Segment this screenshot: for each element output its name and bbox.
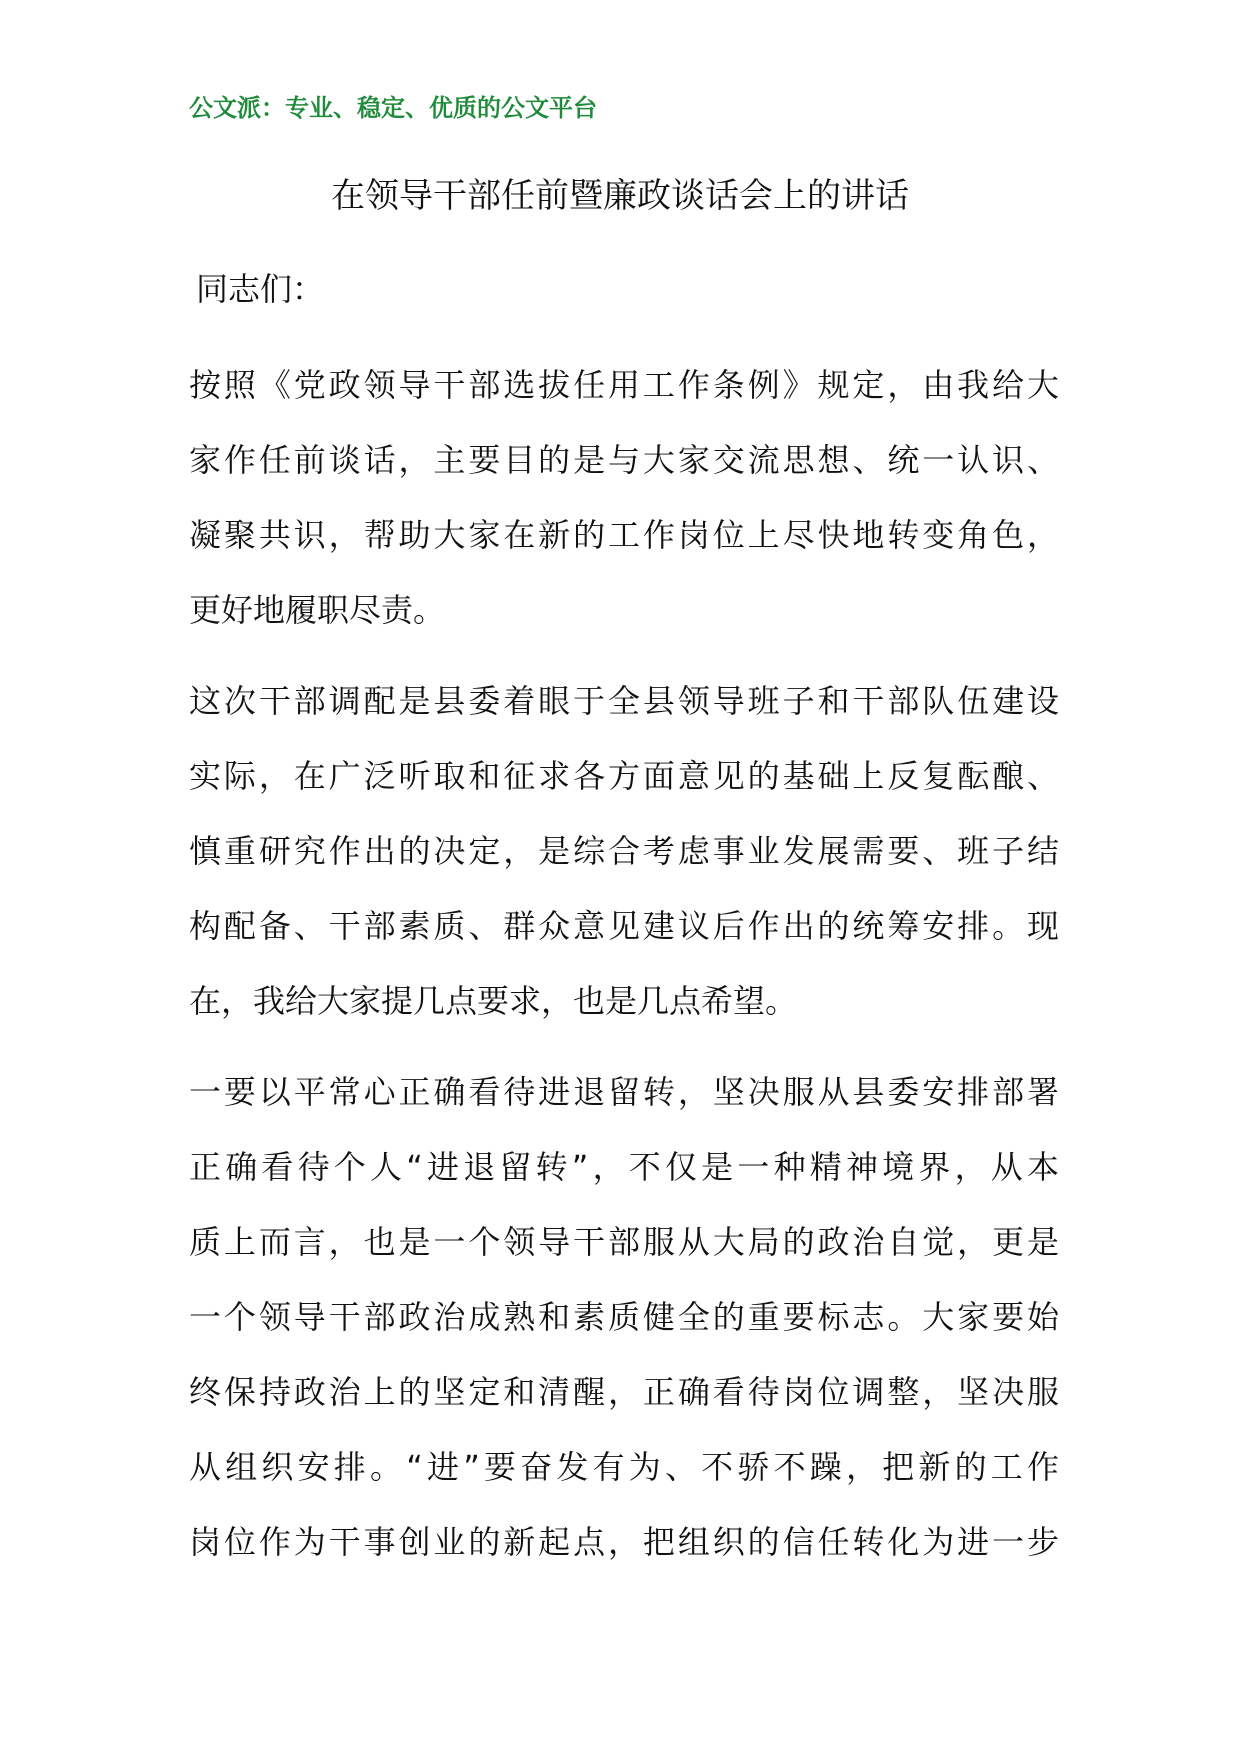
- document-body: [189, 348, 1059, 1596]
- document-title: 在领导干部任前暨廉政谈话会上的讲话: [331, 176, 909, 216]
- paragraph-line: 质上而言，也是一个领导干部服从大局的政治自觉，更是: [189, 1223, 1059, 1261]
- paragraph-line: 这次干部调配是县委着眼于全县领导班子和干部队伍建设: [189, 682, 1059, 720]
- paragraph-line: 按照《党政领导干部选拔任用工作条例》规定，由我给大: [189, 366, 1059, 404]
- paragraph-line: 构配备、干部素质、群众意见建议后作出的统筹安排。现: [189, 907, 1059, 945]
- paragraph-line: 从组织安排。“进”要奋发有为、不骄不躁，把新的工作: [189, 1448, 1059, 1486]
- paragraph-line: 一要以平常心正确看待进退留转，坚决服从县委安排部署: [189, 1073, 1059, 1111]
- paragraph-line: 更好地履职尽责。: [189, 591, 446, 629]
- paragraph-line: 终保持政治上的坚定和清醒，正确看待岗位调整，坚决服: [189, 1373, 1059, 1411]
- paragraph-line: 实际，在广泛听取和征求各方面意见的基础上反复酝酿、: [189, 757, 1059, 795]
- salutation: 同志们：: [196, 270, 325, 308]
- paragraph-line: 正确看待个人“进退留转”，不仅是一种精神境界，从本: [189, 1148, 1059, 1186]
- header-banner: 公文派：专业、稳定、优质的公文平台: [189, 94, 597, 122]
- paragraph-line: 岗位作为干事创业的新起点，把组织的信任转化为进一步: [189, 1523, 1059, 1561]
- paragraph-line: 在，我给大家提几点要求，也是几点希望。: [189, 982, 798, 1020]
- paragraph-line: 慎重研究作出的决定，是综合考虑事业发展需要、班子结: [189, 832, 1059, 870]
- paragraph: [189, 348, 1059, 648]
- paragraph-line: 家作任前谈话，主要目的是与大家交流思想、统一认识、: [189, 441, 1059, 479]
- paragraph-line: 凝聚共识，帮助大家在新的工作岗位上尽快地转变角色，: [189, 516, 1059, 554]
- paragraph-line: 一个领导干部政治成熟和素质健全的重要标志。大家要始: [189, 1298, 1059, 1336]
- paragraph: [189, 1055, 1059, 1580]
- paragraph: [189, 664, 1059, 1039]
